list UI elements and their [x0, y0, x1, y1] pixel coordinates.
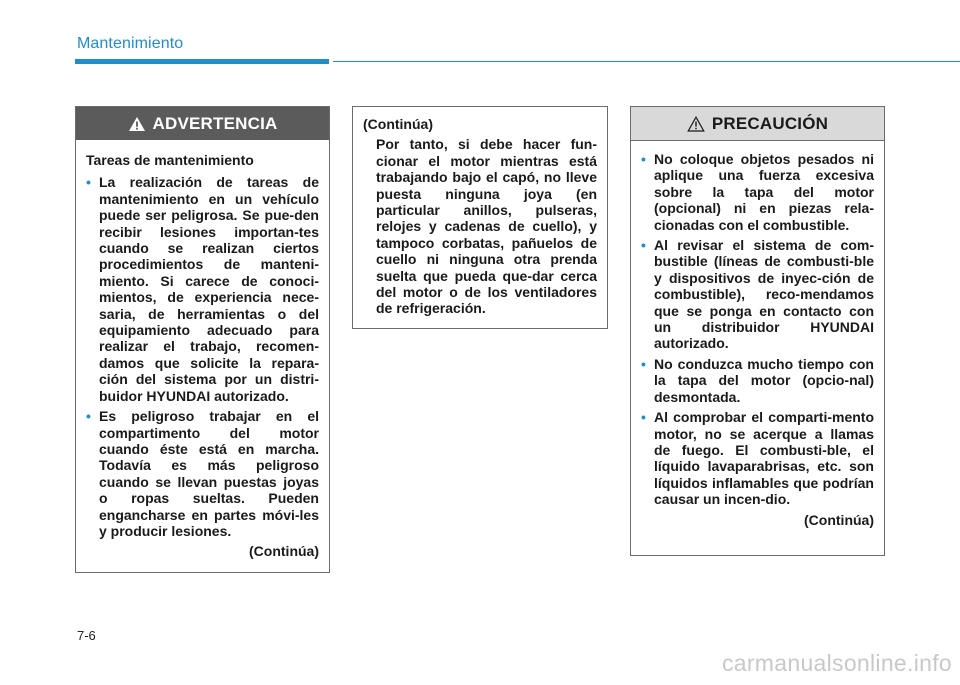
warning-continued: (Continúa) — [249, 543, 319, 560]
section-title: Mantenimiento — [77, 35, 184, 52]
list-item — [641, 151, 874, 233]
warning-body — [76, 140, 329, 560]
caution-triangle-icon — [687, 116, 705, 132]
warning-title: ADVERTENCIA — [152, 113, 278, 133]
caution-box — [630, 106, 885, 556]
continuation-text: Por tanto, si debe hacer fun-cionar el motor mientras está trabajando bajo el capó, no lleve puesta ninguna joya (en particular anillos, pulseras, relojes y cadenas de cuello), y tampoco corbatas, pañuelos de cuello ni ninguna otra prenda suelta que pueda que-dar cerca del motor o de los ventiladores de refrigeración. — [376, 136, 597, 317]
header-rule-thick — [75, 59, 329, 64]
bullet-dot-icon: • — [86, 408, 91, 425]
list-item — [86, 408, 319, 539]
caution-item-text: Al comprobar el comparti-mento motor, no se acerque a llamas de fuego. El combusti-ble, el líquido lavaparabrisas, etc. son líquidos inflamables que podrían causar un incen-dio. — [654, 409, 874, 508]
caution-item-text: No conduzca mucho tiempo con la tapa del motor (opcio-nal) desmontada. — [654, 355, 874, 405]
header-rule-thin — [333, 61, 960, 62]
caution-header — [631, 107, 884, 141]
bullet-dot-icon: • — [641, 151, 646, 167]
caution-body — [631, 141, 884, 528]
bullet-dot-icon: • — [641, 237, 646, 254]
warning-item-text: La realización de tareas de mantenimiento en un vehículo puede ser peligrosa. Se pue-den recibir lesiones importan-tes cuando se realizan ciertos procedimientos de manteni-miento. Si carece de conoci-mientos, de experiencia nece-saria, de herramientas o del equipamiento adecuado para realizar el trabajo, recomen-damos que solicite la repara-ción del sistema por un distri-buidor HYUNDAI autorizado. — [99, 174, 319, 404]
list-item — [641, 409, 874, 507]
bullet-dot-icon: • — [641, 355, 646, 372]
warning-item-text: Es peligroso trabajar en el compartimento del motor cuando éste está en marcha. Todavía es más peligroso cuando se llevan puestas joyas o ropas sueltas. Pueden engancharse en partes móvi-les y producir lesiones. — [99, 408, 319, 539]
warning-heading: Tareas de mantenimiento — [86, 152, 254, 168]
caution-item-text: Al revisar el sistema de com-bustible (líneas de combusti-ble y dispositivos de inyec-ción de combustible), reco-mendamos que se ponga en contacto con un distribuidor HYUNDAI autorizado. — [654, 237, 874, 352]
warning-header — [76, 107, 329, 140]
warning-box — [75, 106, 330, 573]
list-item — [641, 237, 874, 352]
page-number: 7-6 — [77, 628, 96, 643]
continuation-body — [353, 107, 607, 317]
continuation-label: (Continúa) — [363, 116, 433, 132]
caution-item-text: No coloque objetos pesados ni aplique una fuerza excesiva sobre la tapa del motor (opcional) ni en piezas rela-cionadas con el combustible. — [654, 151, 874, 233]
bullet-dot-icon: • — [641, 409, 646, 426]
continuation-box — [352, 106, 608, 329]
caution-title: PRECAUCIÓN — [711, 113, 829, 133]
watermark: carmanualsonline.info — [721, 650, 952, 676]
list-item — [641, 356, 874, 405]
bullet-dot-icon: • — [86, 174, 91, 191]
caution-continued: (Continúa) — [804, 511, 874, 528]
warning-triangle-icon — [128, 116, 146, 132]
list-item — [86, 174, 319, 404]
